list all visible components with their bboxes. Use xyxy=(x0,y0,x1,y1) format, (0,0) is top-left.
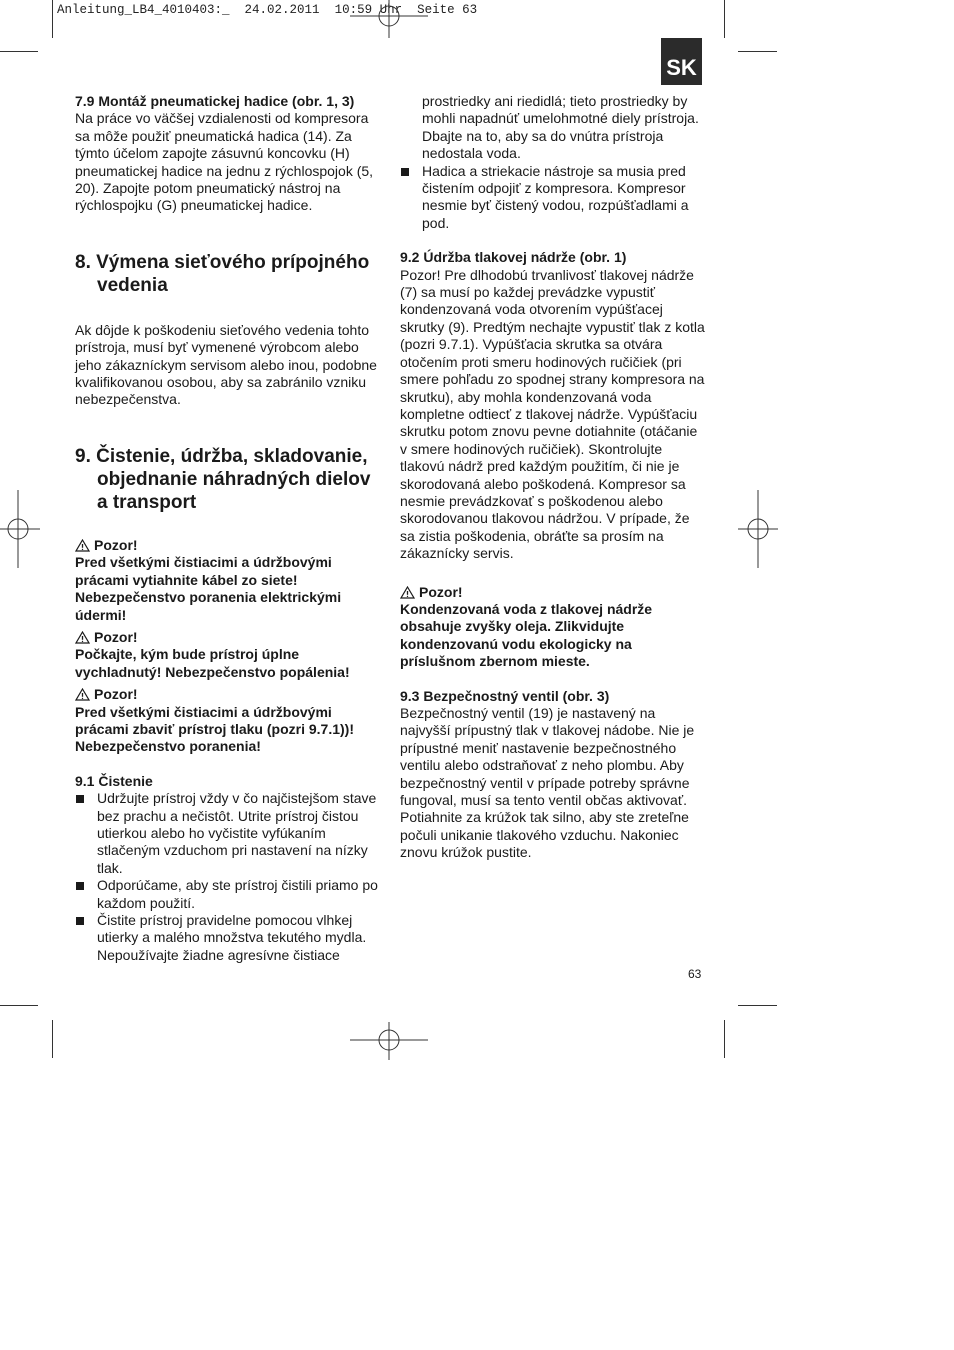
cleaning-continuation: prostriedky ani riedidlá; tieto prostriedky by mohli napadnúť umelohmotné diely prístroja. Dbajte na to, aby sa do vnútra prístroja nedostala voda. xyxy=(422,93,699,162)
warning-condensate-text: Kondenzovaná voda z tlakovej nádrže obsahuje zvyšky oleja. Zlikvidujte kondenzovanú vodu ekologicky na príslušnom zbernom mieste. xyxy=(400,600,653,670)
warning-condensate-header xyxy=(400,584,705,601)
crop-mark-br-h xyxy=(738,1005,777,1006)
warning-1-label: Pozor! xyxy=(94,536,138,553)
page-number: 63 xyxy=(688,967,702,981)
warning-1-header xyxy=(75,537,380,554)
warning-triangle-icon xyxy=(75,539,90,552)
warning-condensate-label: Pozor! xyxy=(419,583,463,600)
list-item-text: Odporúčame, aby ste prístroj čistili priamo po každom použití. xyxy=(97,877,378,911)
crop-mark-bl-h xyxy=(0,1005,38,1006)
warning-triangle-icon xyxy=(400,586,415,599)
registration-mark-bottom xyxy=(350,1020,428,1060)
warning-3-label: Pozor! xyxy=(94,686,138,703)
right-column xyxy=(400,93,705,862)
section-8-body: Ak dôjde k poškodeniu sieťového vedenia tohto prístroja, musí byť vymenené výrobcom alebo jeho zákazníckym servisom alebo inou, podobne kvalifikovanou osobou, aby sa zabránilo vzniku nebezpečenstva. xyxy=(75,321,377,408)
warning-2 xyxy=(75,629,380,681)
language-badge: SK xyxy=(661,38,702,85)
warning-2-header xyxy=(75,629,380,646)
registration-mark-top xyxy=(350,0,428,40)
slug-page-word: Seite xyxy=(417,3,455,17)
section-9-2-body: Pozor! Pre dlhodobú trvanlivosť tlakovej nádrže (7) sa musí po každej prevádzke vypustiť kondenzovaná voda otvorením vypúšťacej skrutky (9). Predtým nechajte vypustiť tlak z kotla (pozri 9.7.1). Vypúšťacia skrutka sa otvára otočením proti smeru hodinových ručičiek (pri smere pohľadu zo spodnej strany kompresora na skrutku), aby mohla kondenzovaná voda kompletne odtiecť z tlakovej nádrže. Vypúšťaciu skrutku potom znovu pevne dotiahnite (otáčanie v smere hodinových ručičiek). Skontrolujte tlakovú nádrž pred každým použitím, či nie je skorodovaná alebo poškodená. Kompresor sa nesmie prevádzkovať s poškodenou alebo skorodovanou tlakovou nádržou. V prípade, že sa zistia poškodenia, obráťte sa prosím na zákaznícky servis. xyxy=(400,266,705,562)
crop-mark-tl-h xyxy=(0,51,38,52)
crop-mark-bl-v xyxy=(52,1020,53,1058)
warning-2-text: Počkajte, kým bude prístroj úplne vychladnutý! Nebezpečenstvo popálenia! xyxy=(75,646,350,680)
crop-mark-tr-h xyxy=(738,51,777,52)
section-9-3-heading: 9.3 Bezpečnostný ventil (obr. 3) xyxy=(400,687,610,704)
section-8-heading: 8. Výmena sieťového prípojného vedenia xyxy=(75,251,370,296)
list-item xyxy=(75,790,380,877)
section-9-2-heading: 9.2 Údržba tlakovej nádrže (obr. 1) xyxy=(400,249,627,266)
list-item xyxy=(400,163,705,233)
warning-2-label: Pozor! xyxy=(94,628,138,645)
list-item-text: Udržujte prístroj vždy v čo najčistejšom stave bez prachu a nečistôt. Utrite prístroj čistou utierkou alebo ho vyčistite vyfúkaním stlačeným vzduchom pri nastavení na nízky tlak. xyxy=(97,790,377,876)
crop-mark-br-v xyxy=(724,1020,725,1058)
list-item-text: Hadica a striekacie nástroje sa musia pred čistením odpojiť z kompresora. Kompresor nesmie byť čistený vodou, rozpúšťadlami a pod. xyxy=(422,162,689,231)
warning-1-text: Pred všetkými čistiacimi a údržbovými prácami vytiahnite kábel zo siete! Nebezpečenstvo poranenia elektrickými údermi! xyxy=(75,554,342,623)
warning-3 xyxy=(75,686,380,756)
bullet-square-icon xyxy=(76,795,84,803)
warning-3-header xyxy=(75,686,380,703)
warning-condensate xyxy=(400,584,705,671)
section-9-1-heading: 9.1 Čistenie xyxy=(75,772,153,789)
list-item-text: Čistite prístroj pravidelne pomocou vlhkej utierky a malého množstva tekutého mydla. Nepoužívajte žiadne agresívne čistiace xyxy=(97,912,367,963)
bullet-square-icon xyxy=(401,168,409,176)
slug-time: 10:59 Uhr xyxy=(334,3,403,17)
section-7-9-body: Na práce vo väčšej vzdialenosti od kompresora sa môže použiť pneumatická hadica (14). Za týmto účelom zapojte zásuvnú koncovku (H) pneumatickej hadice na jednu z rýchlospojok (5, 20). Zapojte potom pneumatický nástroj na rýchlospojku (G) pneumatickej hadice. xyxy=(75,110,374,214)
warning-1 xyxy=(75,537,380,624)
list-item xyxy=(75,877,380,912)
warning-3-text: Pred všetkými čistiacimi a údržbovými prácami zbaviť prístroj tlaku (pozri 9.7.1))! Nebezpečenstvo poranenia! xyxy=(75,703,354,755)
cleaning-list-continued xyxy=(400,163,705,233)
list-item xyxy=(75,912,380,964)
warning-triangle-icon xyxy=(75,631,90,644)
warning-triangle-icon xyxy=(75,688,90,701)
slug-date: 24.02.2011 xyxy=(244,3,320,17)
registration-mark-left xyxy=(0,490,40,568)
section-9-1-list xyxy=(75,790,380,964)
bullet-square-icon xyxy=(76,882,84,890)
left-column xyxy=(75,93,380,964)
slug-page: 63 xyxy=(462,3,478,17)
slug-file: Anleitung_LB4_4010403:_ xyxy=(57,3,230,17)
section-7-9-heading: 7.9 Montáž pneumatickej hadice (obr. 1, 3) xyxy=(75,93,355,109)
section-9-heading: 9. Čistenie, údržba, skladovanie, objednanie náhradných dielov a transport xyxy=(75,445,371,513)
section-9-3-body: Bezpečnostný ventil (19) je nastavený na najvyšší prípustný tlak v tlakovej nádobe. Nie je prípustné meniť nastavenie bezpečnostného ventilu alebo odstraňovať z neho plombu. Aby bezpečnostný ventil v prípade potreby správne fungoval, musí sa tento ventil občas aktivovať. Potiahnite za krúžok tak silno, aby ste zreteľne počuli unikanie tlakového vzduchu. Nakoniec znovu krúžok pustite. xyxy=(400,705,695,861)
registration-mark-right xyxy=(738,490,778,568)
bullet-square-icon xyxy=(76,917,84,925)
crop-mark-tr-v xyxy=(724,0,725,38)
crop-mark-tl-v xyxy=(52,0,53,38)
